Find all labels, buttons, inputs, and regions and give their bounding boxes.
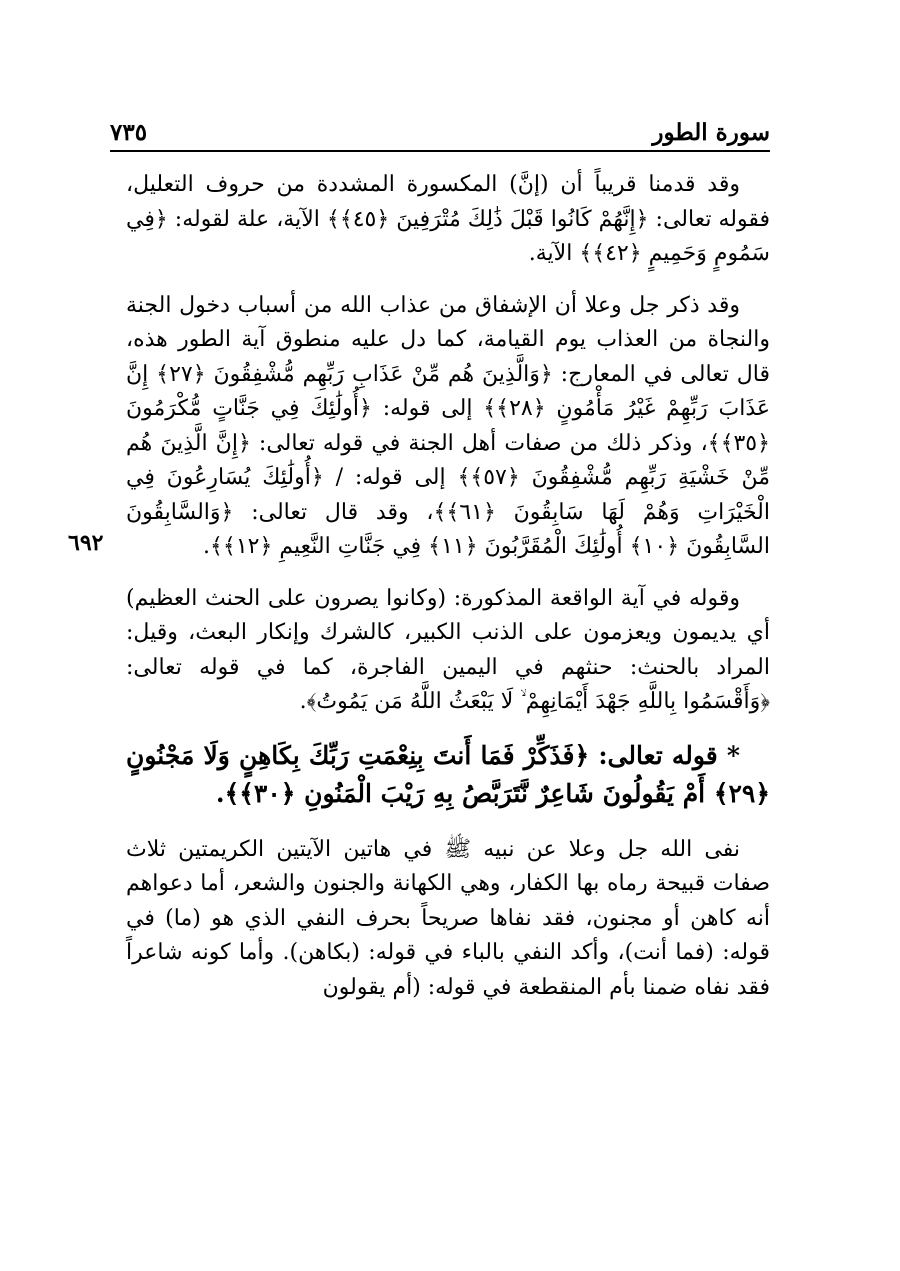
verse-heading: * قوله تعالى: ﴿فَذَكِّرْ فَمَا أَنتَ بِنِعْمَتِ رَبِّكَ بِكَاهِنٍ وَلَا مَجْنُونٍ ﴿٢٩﴾ أَمْ يَقُولُونَ شَاعِرٌ نَّتَرَبَّصُ بِهِ رَيْبَ الْمَنُونِ ﴿٣٠﴾﴾. [126, 740, 770, 808]
margin-page-reference: ٦٩٢ [68, 530, 104, 556]
paragraph-3: وقوله في آية الواقعة المذكورة: (وكانوا يصرون على الحنث العظيم) أي يديمون ويعزمون على الذنب الكبير، كالشرك وإنكار البعث، وقيل: المراد بالحنث: حنثهم في اليمين الفاجرة، كما في قوله تعالى: ﴿وَأَقْسَمُوا بِاللَّهِ جَهْدَ أَيْمَانِهِمْ ۙ لَا يَبْعَثُ اللَّهُ مَن يَمُوتُ﴾. [126, 585, 770, 714]
paragraph-1: وقد قدمنا قريباً أن (إنَّ) المكسورة المشددة من حروف التعليل، فقوله تعالى: ﴿إِنَّهُمْ كَانُوا قَبْلَ ذَٰلِكَ مُتْرَفِينَ ﴿٤٥﴾﴾ الآية، علة لقوله: ﴿فِي سَمُومٍ وَحَمِيمٍ ﴿٤٢﴾﴾ الآية. [126, 172, 770, 266]
page-body [126, 168, 770, 1022]
paragraph-5: نفى الله جل وعلا عن نبيه ﷺ في هاتين الآيتين الكريمتين ثلاث صفات قبيحة رماه بها الكفار، وهي الكهانة والجنون والشعر، أما دعواهم أنه كاهن أو مجنون، فقد نفاها صريحاً بحرف النفي الذي هو (ما) في قوله: (فما أنت)، وأكد النفي بالباء في قوله: (بكاهن). وأما كونه شاعراً فقد نفاه ضمنا بأم المنقطعة في قوله: (أم يقولون [126, 836, 770, 1000]
paragraph-2: وقد ذكر جل وعلا أن الإشفاق من عذاب الله من أسباب دخول الجنة والنجاة من العذاب يوم القيامة، كما دل عليه منطوق آية الطور هذه، قال تعالى في المعارج: ﴿وَالَّذِينَ هُم مِّنْ عَذَابِ رَبِّهِم مُّشْفِقُونَ ﴿٢٧﴾ إِنَّ عَذَابَ رَبِّهِمْ غَيْرُ مَأْمُونٍ ﴿٢٨﴾﴾ إلى قوله: ﴿أُولَٰئِكَ فِي جَنَّاتٍ مُّكْرَمُونَ ﴿٣٥﴾﴾، وذكر ذلك من صفات أهل الجنة في قوله تعالى: ﴿إِنَّ الَّذِينَ هُم مِّنْ خَشْيَةِ رَبِّهِم مُّشْفِقُونَ ﴿٥٧﴾﴾ إلى قوله: / ﴿أُولَٰئِكَ يُسَارِعُونَ فِي الْخَيْرَاتِ وَهُمْ لَهَا سَابِقُونَ ﴿٦١﴾﴾، وقد قال تعالى: ﴿وَالسَّابِقُونَ السَّابِقُونَ ﴿١٠﴾ أُولَٰئِكَ الْمُقَرَّبُونَ ﴿١١﴾ فِي جَنَّاتِ النَّعِيمِ ﴿١٢﴾﴾. [126, 292, 771, 559]
surah-title: سورة الطور [652, 119, 770, 146]
page-number: ٧٣٥ [110, 119, 148, 146]
page-header [110, 112, 770, 152]
